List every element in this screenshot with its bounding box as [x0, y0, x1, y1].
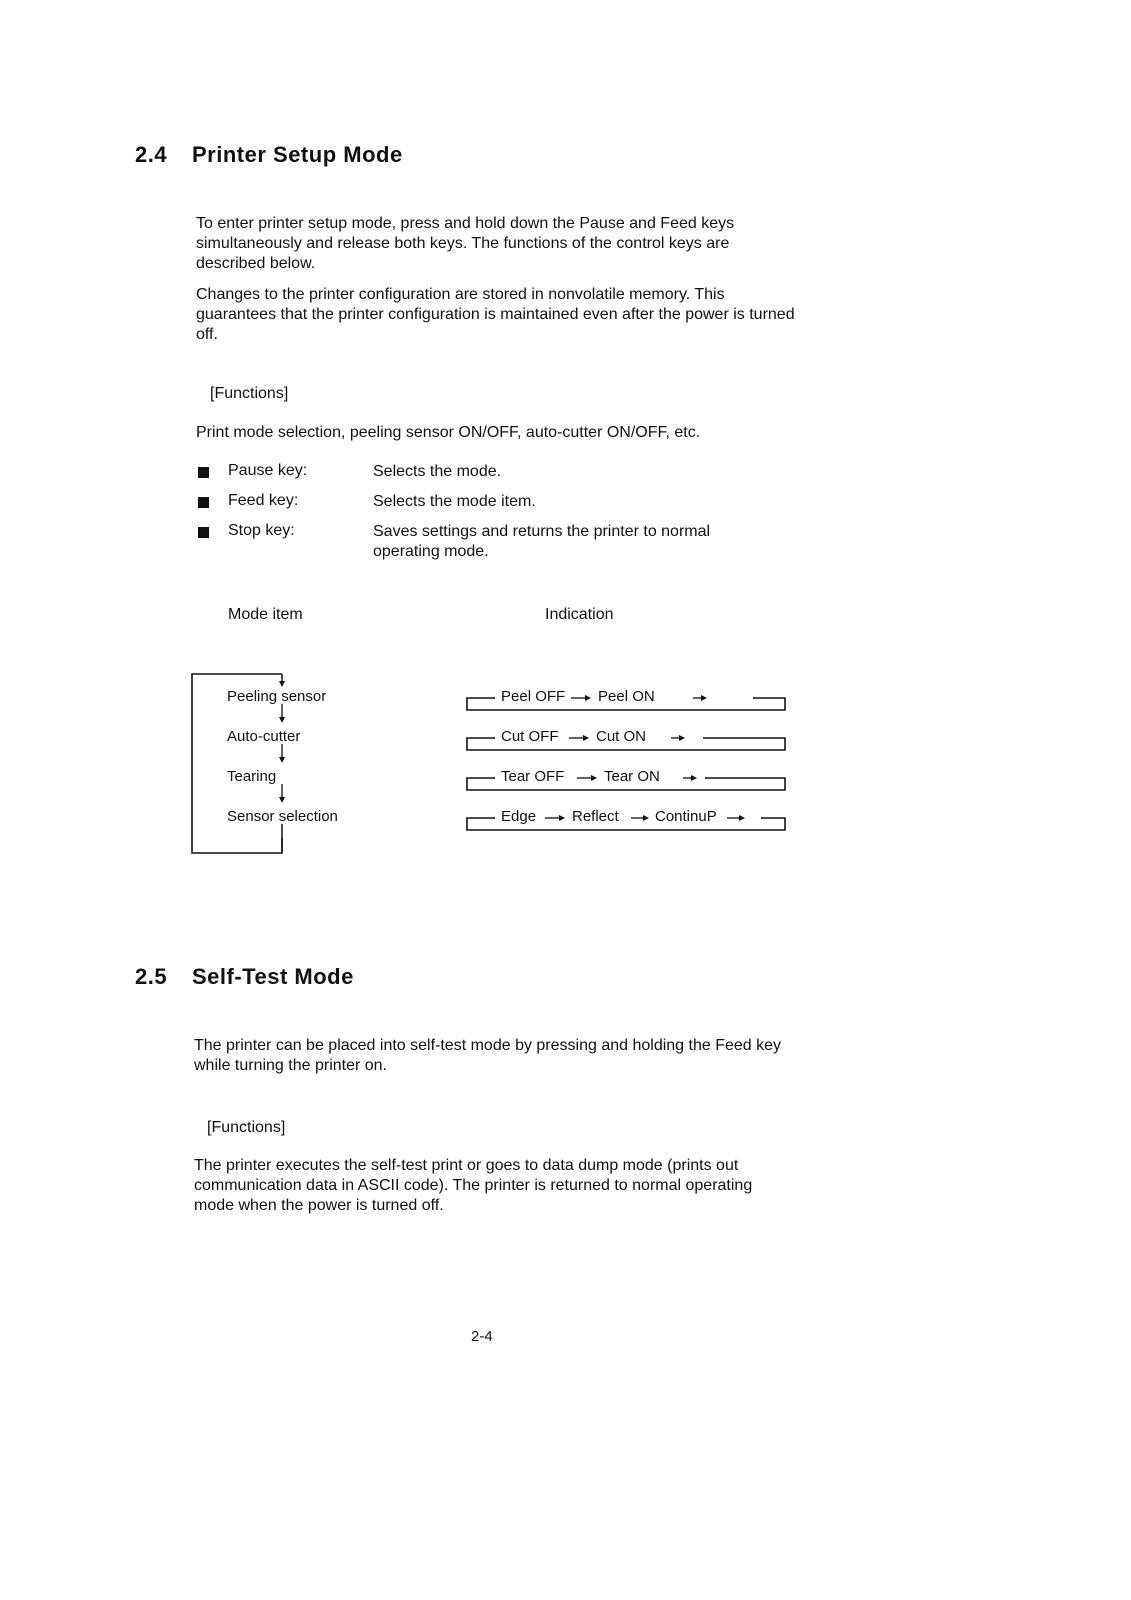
indication-peel-off: Peel OFF — [501, 688, 566, 705]
self-test-paragraph: The printer can be placed into self-test mode by pressing and holding the Feed key while turning the printer on. — [194, 1037, 782, 1074]
indication-cut-off: Cut OFF — [501, 728, 559, 745]
section-heading-2-4 — [135, 142, 403, 168]
indication-header: Indication — [545, 606, 614, 623]
section-heading-2-5 — [135, 964, 354, 990]
bullet-icon — [198, 497, 209, 508]
key-name: Pause key: — [228, 462, 308, 479]
indication-reflect: Reflect — [572, 808, 619, 825]
memory-paragraph: Changes to the printer configuration are stored in nonvolatile memory. This guarantees that the printer configuration is maintained even after the power is turned off. — [196, 286, 795, 343]
bullet-icon — [198, 467, 209, 478]
functions-label-2: [Functions] — [207, 1119, 286, 1136]
mode-item-header: Mode item — [228, 606, 303, 623]
indication-tear-off: Tear OFF — [501, 768, 565, 785]
key-description: Selects the mode. — [373, 463, 502, 480]
indication-cut-on: Cut ON — [596, 728, 647, 745]
mode-item-sensor-selection: Sensor selection — [227, 808, 338, 825]
page-number: 2-4 — [471, 1328, 493, 1345]
mode-item-diagram — [190, 668, 370, 858]
functions-text: Print mode selection, peeling sensor ON/OFF, auto-cutter ON/OFF, etc. — [196, 424, 701, 441]
mode-item-auto-cutter: Auto-cutter — [227, 728, 301, 745]
indication-peel-on: Peel ON — [598, 688, 655, 705]
indication-edge: Edge — [501, 808, 537, 825]
key-description: Selects the mode item. — [373, 493, 536, 510]
key-list — [198, 462, 818, 562]
functions-label: [Functions] — [210, 385, 289, 402]
indication-continup: ContinuP — [655, 808, 717, 825]
section-number: 2.5 — [135, 964, 168, 989]
self-test-functions-paragraph: The printer executes the self-test print or goes to data dump mode (prints out communication data in ASCII code). The printer is returned to normal operating mode when the power is turned off. — [194, 1157, 753, 1214]
section-title: Self-Test Mode — [192, 964, 354, 989]
intro-paragraph: To enter printer setup mode, press and hold down the Pause and Feed keys simultaneously and release both keys. The functions of the control keys are described below. — [196, 215, 735, 272]
bullet-icon — [198, 527, 209, 538]
mode-item-peeling-sensor: Peeling sensor — [227, 688, 327, 705]
indication-tear-on: Tear ON — [604, 768, 660, 785]
section-title: Printer Setup Mode — [192, 142, 403, 167]
section-number: 2.4 — [135, 142, 168, 167]
key-name: Feed key: — [228, 492, 299, 509]
key-description: Saves settings and returns the printer to normal operating mode. — [373, 523, 711, 560]
mode-item-tearing: Tearing — [227, 768, 277, 785]
indication-diagram — [465, 688, 795, 843]
key-name: Stop key: — [228, 522, 295, 539]
